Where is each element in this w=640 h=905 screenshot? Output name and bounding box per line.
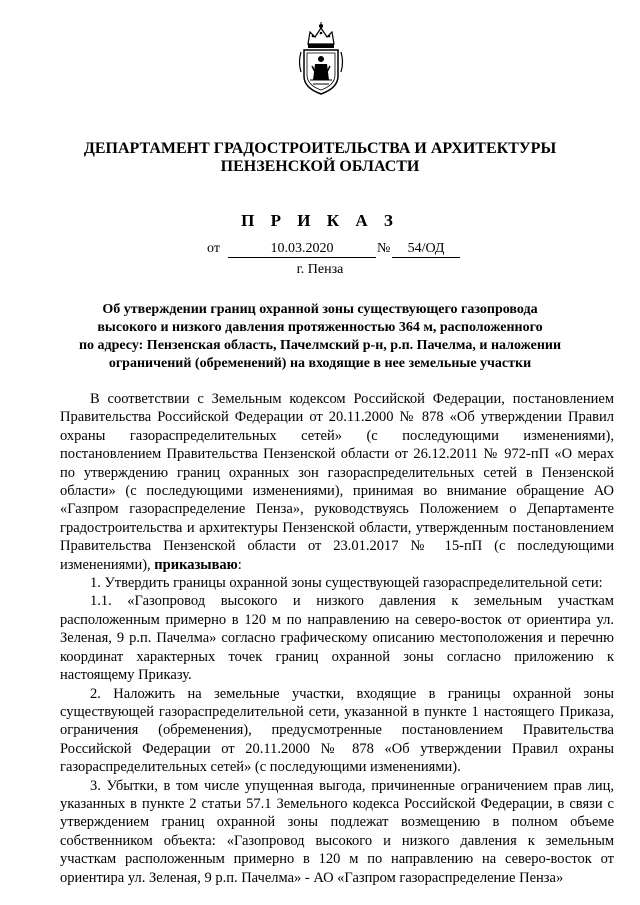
subject-line-3: по адресу: Пензенская область, Пачелмский р-н, р.п. Пачелма, и наложении bbox=[78, 338, 562, 353]
city-label: г. Пенза bbox=[296, 262, 344, 277]
subject-line-4: ограничений (обременений) на входящие в нее земельные участки bbox=[108, 356, 532, 371]
preamble-paragraph bbox=[60, 390, 614, 574]
item-1: 1. Утвердить границы охранной зоны существующей газораспределительной сети: bbox=[90, 575, 603, 592]
preamble-end: : bbox=[237, 556, 242, 573]
preamble-text: В соответствии с Земельным кодексом Российской Федерации, постановлением Правительства Российской Федерации от 20.11.2000 № 878 «Об утверждении Правил охраны газораспределительных сетей» (с последующими изменениями), постановлением Правительства Пензенской области от 26.12.2011 № 972-пП «О мерах по утверждению границ охранных зон газораспределительных сетей в Пензенской области» (с последующими изменениями), принимая во внимание обращение АО «Газпром газораспределение Пенза», руководствуясь Положением о Департаменте градостроительства и архитектуры Пензенской области, утвержденным постановлением Правительства Пензенской области от 23.01.2017 № 15-пП (с последующими изменениями), bbox=[60, 391, 614, 573]
subject-line-1: Об утверждении границ охранной зоны существующего газопровода bbox=[102, 302, 538, 317]
document-body bbox=[60, 390, 614, 887]
department-line-1: ДЕПАРТАМЕНТ ГРАДОСТРОИТЕЛЬСТВА И АРХИТЕКТУРЫ bbox=[83, 140, 557, 157]
item-1-1: 1.1. «Газопровод высокого и низкого давления к земельным участкам расположенным примерно в 120 м по направлению на северо-восток от ориентира ул. Зеленая, 9 р.п. Пачелма» согласно графическому описанию местоположения и перечню координат характерных точек границ охранной зоны согласно приложению к настоящему Приказу. bbox=[60, 593, 614, 684]
date-number-line bbox=[0, 240, 640, 260]
document-type-title: П Р И К А З bbox=[241, 211, 399, 230]
item-2: 2. Наложить на земельные участки, входящие в границы охранной зоны существующей газораспределительной сети, указанной в пункте 1 настоящего Приказа, ограничения (обременения), предусмотренные постановлением Правительства Российской Федерации от 20.11.2000 № 878 «Об утверждении Правил охраны газораспределительных сетей» (с последующими изменениями). bbox=[60, 685, 614, 776]
department-line-2: ПЕНЗЕНСКОЙ ОБЛАСТИ bbox=[220, 158, 420, 175]
number-field: 54/ОД bbox=[392, 240, 460, 258]
subject-heading bbox=[60, 301, 580, 373]
from-label: от bbox=[207, 241, 220, 256]
subject-line-2: высокого и низкого давления протяженностью 364 м, расположенного bbox=[97, 320, 543, 335]
order-keyword: приказываю bbox=[154, 556, 238, 573]
item-3: 3. Убытки, в том числе упущенная выгода, причиненные ограничением прав лиц, указанных в пункте 2 статьи 57.1 Земельного кодекса Российской Федерации, в связи с утверждением границ охранной зоны подлежат возмещению в полном объеме собственником объекта: «Газопровод высокого и низкого давления к земельным участкам расположенным примерно в 120 м по направлению на северо-восток от ориентира ул. Зеленая, 9 р.п. Пачелма» - АО «Газпром газораспределение Пенза» bbox=[60, 777, 614, 886]
coat-of-arms-emblem bbox=[298, 22, 344, 96]
number-label: № bbox=[377, 241, 391, 256]
department-heading bbox=[40, 140, 600, 176]
date-field: 10.03.2020 bbox=[228, 240, 376, 258]
